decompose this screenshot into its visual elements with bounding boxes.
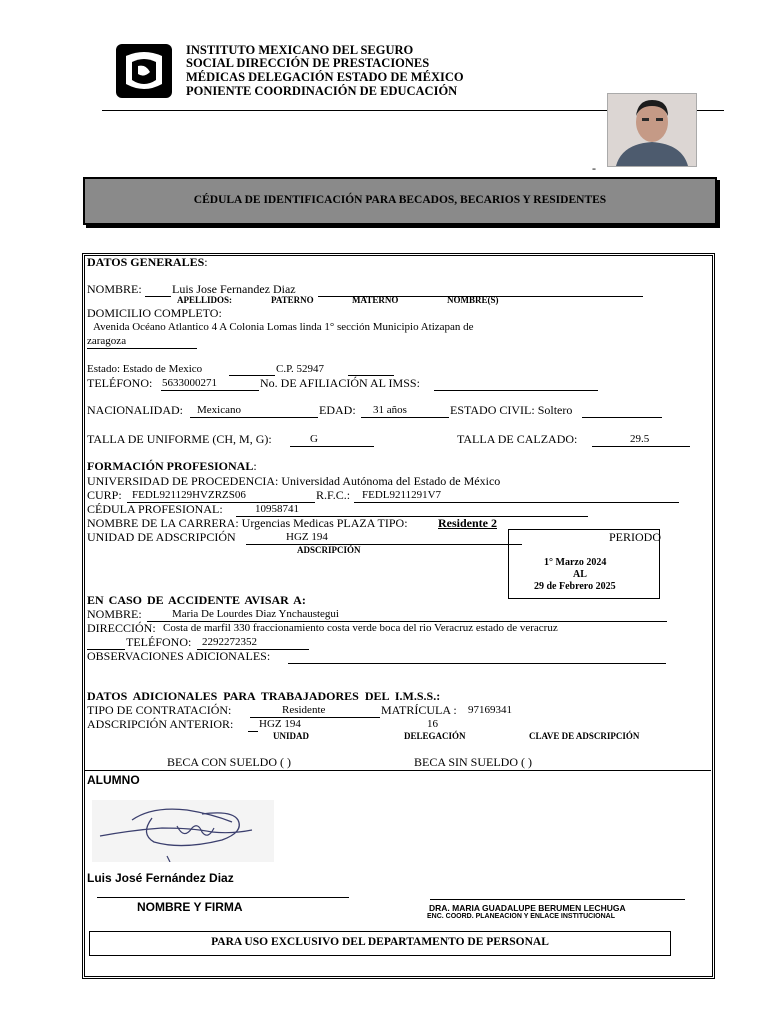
nombre-firma-label: NOMBRE Y FIRMA — [137, 900, 243, 914]
coord-firma-line — [430, 899, 685, 900]
accidente-nombre-value: Maria De Lourdes Diaz Ynchaustegui — [172, 608, 339, 620]
sub-delegacion: DELEGACIÓN — [404, 731, 466, 741]
header-line-2: SOCIAL DIRECCIÓN DE PRESTACIONES — [186, 56, 430, 70]
talla-calzado-value: 29.5 — [630, 433, 650, 445]
title-banner — [83, 177, 717, 225]
imss-eagle-icon — [116, 44, 172, 98]
imss-logo — [116, 44, 172, 98]
formacion-heading: FORMACIÓN PROFESIONAL: — [87, 459, 257, 473]
imss-heading: DATOS ADICIONALES PARA TRABAJADORES DEL I.M.S.S.: — [87, 689, 441, 703]
beca-con-sueldo[interactable]: BECA CON SUELDO ( ) — [167, 755, 292, 769]
delegacion-value: 16 — [427, 718, 438, 730]
adscripcion-anterior-value: HGZ 194 — [259, 718, 301, 730]
alumno-signature — [92, 800, 274, 862]
sub-materno: MATERNO — [352, 295, 399, 305]
periodo-al: AL — [573, 569, 587, 580]
header-line-4: PONIENTE COORDINACIÓN DE EDUCACIÓN — [186, 84, 458, 98]
exclusivo-label: PARA USO EXCLUSIVO DEL DEPARTAMENTO DE PERSONAL — [211, 936, 549, 948]
sub-apellidos: APELLIDOS: — [177, 295, 233, 305]
sub-adscripcion: ADSCRIPCIÓN — [297, 545, 361, 555]
alumno-label: ALUMNO — [87, 773, 140, 787]
rfc-label: R.F.C.: — [316, 488, 351, 502]
contratacion-value: Residente — [282, 704, 326, 716]
accidente-direccion-label: DIRECCIÓN: — [87, 621, 156, 635]
edad-value: 31 años — [373, 404, 407, 416]
sub-nombres: NOMBRE(S) — [447, 295, 499, 305]
photo-dash: - — [592, 161, 596, 175]
adscripcion-anterior-label: ADSCRIPCIÓN ANTERIOR: — [87, 717, 234, 731]
nombre-label: NOMBRE: — [87, 282, 142, 296]
nacionalidad-label: NACIONALIDAD: — [87, 403, 183, 417]
matricula-label: MATRÍCULA : — [381, 703, 457, 717]
curp-value: FEDL921129HVZRZS06 — [132, 489, 246, 501]
afiliacion-label: No. DE AFILIACIÓN AL IMSS: — [260, 376, 420, 390]
cedula-label: CÉDULA PROFESIONAL: — [87, 502, 223, 516]
telefono-label: TELÉFONO: — [87, 376, 153, 390]
accidente-telefono-label: TELÉFONO: — [126, 635, 192, 649]
profile-photo — [607, 93, 697, 167]
beca-sin-sueldo[interactable]: BECA SIN SUELDO ( ) — [414, 755, 533, 769]
talla-uniforme-label: TALLA DE UNIFORME (CH, M, G): — [87, 432, 272, 446]
cedula-value: 10958741 — [255, 503, 299, 515]
periodo-end: 29 de Febrero 2025 — [534, 581, 616, 592]
nacionalidad-value: Mexicano — [197, 404, 241, 416]
domicilio-line-1: Avenida Océano Atlantico 4 A Colonia Lomas linda 1° sección Municipio Atizapan de — [93, 321, 474, 333]
plaza-value: Residente 2 — [438, 516, 497, 530]
coord-nombre: DRA. MARIA GUADALUPE BERUMEN LECHUGA — [429, 903, 626, 913]
observaciones-label: OBSERVACIONES ADICIONALES: — [87, 649, 271, 663]
domicilio-label: DOMICILIO COMPLETO: — [87, 306, 222, 320]
carrera-label: NOMBRE DE LA CARRERA: Urgencias Medicas PLAZA TIPO: — [87, 516, 408, 530]
matricula-value: 97169341 — [468, 704, 512, 716]
beca-rule — [85, 770, 711, 771]
nombre-value: Luis Jose Fernandez Diaz — [172, 282, 296, 296]
sub-unidad: UNIDAD — [273, 731, 309, 741]
exclusivo-box — [89, 931, 671, 956]
edad-label: EDAD: — [319, 403, 356, 417]
talla-uniforme-value: G — [310, 433, 318, 445]
accidente-telefono-value: 2292272352 — [202, 636, 257, 648]
telefono-value: 5633000271 — [162, 377, 217, 389]
header-line-3: MÉDICAS DELEGACIÓN ESTADO DE MÉXICO — [186, 70, 464, 84]
periodo-start: 1° Marzo 2024 — [544, 557, 607, 568]
curp-label: CURP: — [87, 488, 122, 502]
alumno-firma-line — [97, 897, 349, 898]
accidente-heading: EN CASO DE ACCIDENTE AVISAR A: — [87, 593, 306, 607]
unidad-adscripcion-label: UNIDAD DE ADSCRIPCIÓN — [87, 530, 236, 544]
coord-cargo: ENC. COORD. PLANEACION Y ENLACE INSTITUCIONAL — [427, 913, 615, 920]
contratacion-label: TIPO DE CONTRATACIÓN: — [87, 703, 232, 717]
alumno-nombre: Luis José Fernández Diaz — [87, 871, 234, 885]
estado-label: Estado: Estado de Mexico — [87, 363, 203, 375]
estado-civil-label: ESTADO CIVIL: Soltero — [450, 403, 573, 417]
periodo-label: PERIODO — [609, 530, 662, 544]
sub-clave: CLAVE DE ADSCRIPCIÓN — [529, 731, 640, 741]
datos-generales-heading: DATOS GENERALES: — [87, 255, 208, 269]
universidad-line: UNIVERSIDAD DE PROCEDENCIA: Universidad Autónoma del Estado de México — [87, 474, 501, 488]
talla-calzado-label: TALLA DE CALZADO: — [457, 432, 578, 446]
cp-label: C.P. 52947 — [276, 363, 324, 375]
header-line-1: INSTITUTO MEXICANO DEL SEGURO — [186, 43, 414, 57]
accidente-direccion-value: Costa de marfil 330 fraccionamiento costa verde boca del rio Veracruz estado de veracruz — [163, 622, 558, 634]
unidad-adscripcion-value: HGZ 194 — [286, 531, 328, 543]
domicilio-line-2: zaragoza — [87, 335, 127, 347]
rfc-value: FEDL9211291V7 — [362, 489, 442, 501]
sub-paterno: PATERNO — [271, 295, 314, 305]
accidente-nombre-label: NOMBRE: — [87, 607, 142, 621]
banner-title: CÉDULA DE IDENTIFICACIÓN PARA BECADOS, BECARIOS Y RESIDENTES — [193, 194, 607, 206]
